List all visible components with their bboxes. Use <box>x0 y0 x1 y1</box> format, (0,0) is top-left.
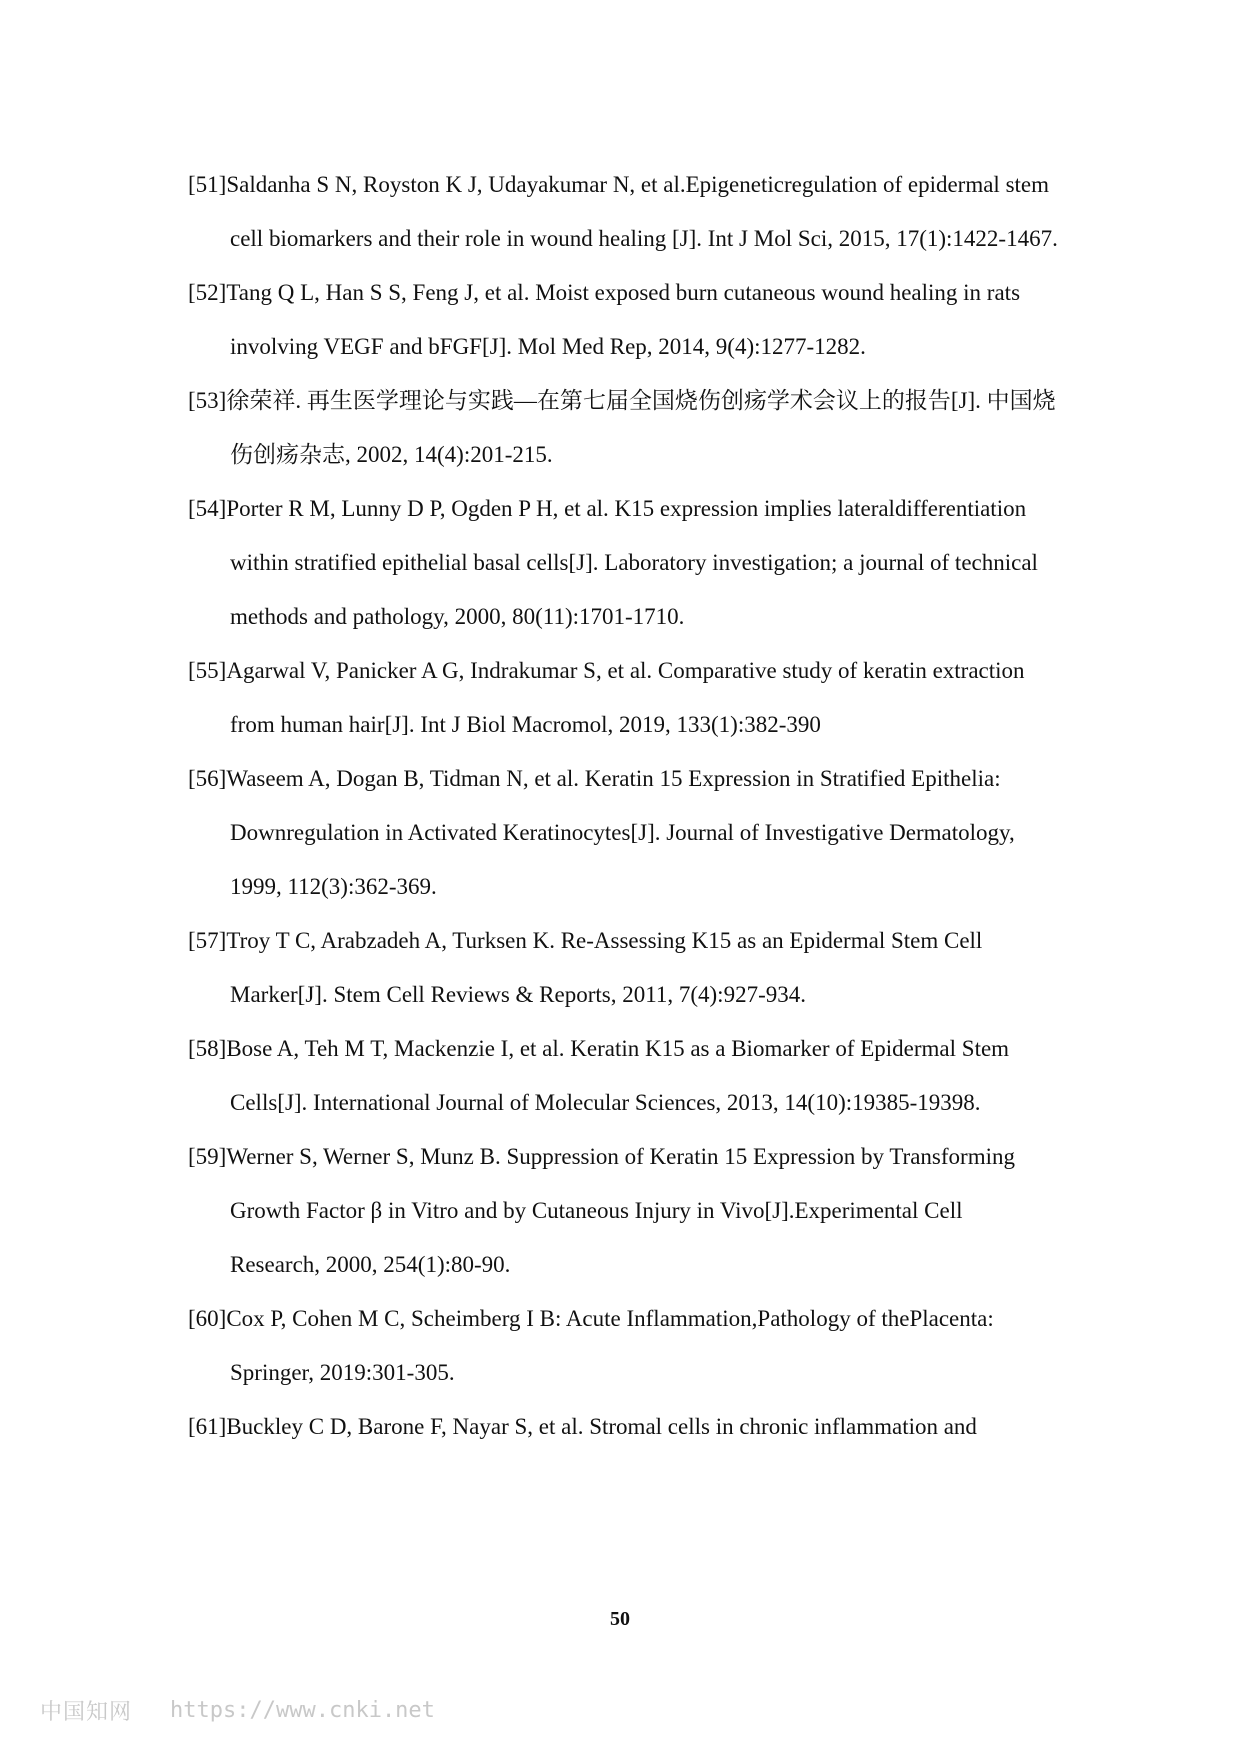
cnki-url: https://www.cnki.net <box>170 1697 435 1723</box>
reference-number: [55] <box>188 658 227 683</box>
reference-text: Porter R M, Lunny D P, Ogden P H, et al. K15 expression implies lateraldifferentiation within stratified epithelial basal cells[J]. Laboratory investigation; a journal of technical methods and pathology, 2000, 80(11):1701-1710. <box>226 496 1038 629</box>
reference-item <box>188 1292 1058 1400</box>
reference-text: 徐荣祥. 再生医学理论与实践—在第七届全国烧伤创疡学术会议上的报告[J]. 中国烧伤创疡杂志, 2002, 14(4):201-215. <box>226 388 1056 467</box>
reference-number: [52] <box>188 280 227 305</box>
reference-number: [54] <box>188 496 227 521</box>
reference-number: [53] <box>188 388 227 413</box>
reference-text: Cox P, Cohen M C, Scheimberg I B: Acute Inflammation,Pathology of thePlacenta: Springer, 2019:301-305. <box>226 1306 994 1385</box>
cnki-logo-text: 中国知网 <box>40 1699 133 1725</box>
watermark-footer <box>40 1690 435 1730</box>
reference-text: Werner S, Werner S, Munz B. Suppression of Keratin 15 Expression by Transforming Growth Factor β in Vitro and by Cutaneous Injury in Vivo[J].Experimental Cell Research, 2000, 254(1):80-90. <box>226 1144 1015 1277</box>
reference-item <box>188 1130 1058 1292</box>
reference-text: Saldanha S N, Royston K J, Udayakumar N, et al.Epigeneticregulation of epidermal stem cell biomarkers and their role in wound healing [J]. Int J Mol Sci, 2015, 17(1):1422-1467. <box>226 172 1058 251</box>
reference-item <box>188 1400 1058 1454</box>
reference-item <box>188 158 1058 266</box>
reference-text: Buckley C D, Barone F, Nayar S, et al. Stromal cells in chronic inflammation and <box>226 1414 977 1439</box>
reference-text: Troy T C, Arabzadeh A, Turksen K. Re-Assessing K15 as an Epidermal Stem Cell Marker[J]. Stem Cell Reviews & Reports, 2011, 7(4):927-934. <box>226 928 983 1007</box>
reference-item <box>188 374 1058 482</box>
page-number: 50 <box>610 1608 630 1630</box>
reference-text: Tang Q L, Han S S, Feng J, et al. Moist exposed burn cutaneous wound healing in rats involving VEGF and bFGF[J]. Mol Med Rep, 2014, 9(4):1277-1282. <box>226 280 1021 359</box>
reference-number: [58] <box>188 1036 227 1061</box>
reference-item <box>188 914 1058 1022</box>
reference-text: Waseem A, Dogan B, Tidman N, et al. Keratin 15 Expression in Stratified Epithelia: Downregulation in Activated Keratinocytes[J]. Journal of Investigative Dermatology, 1999, 112(3):362-369. <box>226 766 1015 899</box>
reference-number: [59] <box>188 1144 227 1169</box>
reference-number: [56] <box>188 766 227 791</box>
reference-item <box>188 1022 1058 1130</box>
reference-number: [51] <box>188 172 227 197</box>
reference-number: [61] <box>188 1414 227 1439</box>
reference-item <box>188 266 1058 374</box>
reference-item <box>188 482 1058 644</box>
reference-text: Agarwal V, Panicker A G, Indrakumar S, et al. Comparative study of keratin extraction from human hair[J]. Int J Biol Macromol, 2019, 133(1):382-390 <box>226 658 1025 737</box>
reference-list <box>188 158 1058 1454</box>
reference-text: Bose A, Teh M T, Mackenzie I, et al. Keratin K15 as a Biomarker of Epidermal Stem Cells[J]. International Journal of Molecular Sciences, 2013, 14(10):19385-19398. <box>226 1036 1010 1115</box>
reference-number: [57] <box>188 928 227 953</box>
reference-item <box>188 644 1058 752</box>
reference-item <box>188 752 1058 914</box>
reference-number: [60] <box>188 1306 227 1331</box>
